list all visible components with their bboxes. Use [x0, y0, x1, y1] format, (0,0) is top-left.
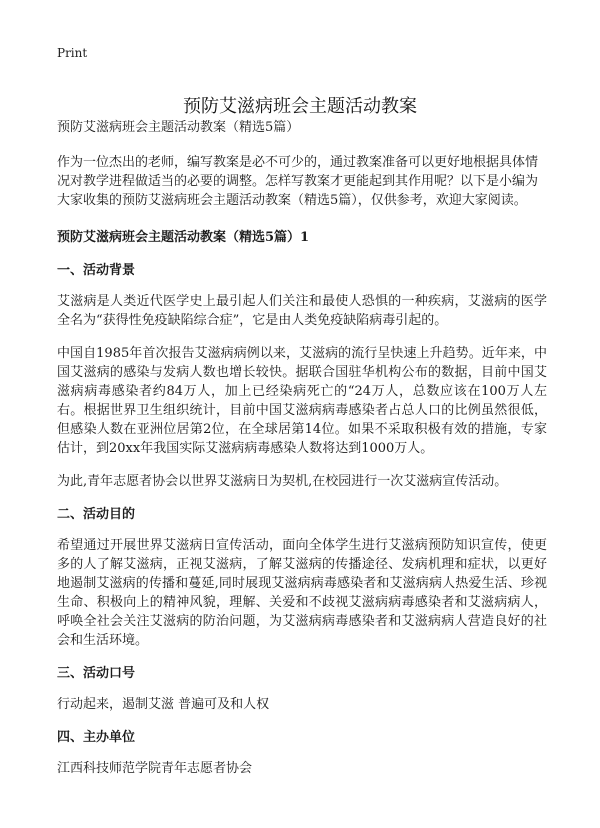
paragraph: 中国自1985年首次报告艾滋病病例以来，艾滋病的流行呈快速上升趋势。近年来，中国艾滋病的感染与发病人数也增长较快。据联合国驻华机构公布的数据，目前中国艾滋病病毒感染者约84万人，加上已经染病死亡的“24万人，总数应该在100万人左右。根据世界卫生组织统计，目前中国艾滋病病毒感染者占总人口的比例虽然很低，但感染人数在亚洲位居第2位，在全球居第14位。如果不采取积极有效的措施，专家估计，到20xx年我国实际艾滋病病毒感染人数将达到1000万人。 [57, 346, 547, 456]
paragraph: 希望通过开展世界艾滋病日宣传活动，面向全体学生进行艾滋病预防知识宣传，使更多的人了解艾滋病，正视艾滋病，了解艾滋病的传播途径、发病机理和症状，以更好地遏制艾滋病的传播和蔓延,同时展现艾滋病病毒感染者和艾滋病病人热爱生活、珍视生命、积极向上的精神风貌，理解、关爱和不歧视艾滋病病毒感染者和艾滋病病人，呼唤全社会关注艾滋病的防治问题，为艾滋病病毒感染者和艾滋病病人营造良好的社会和生活环境。 [57, 538, 547, 648]
section-heading: 二、活动目的 [57, 507, 136, 522]
paragraph: 艾滋病是人类近代医学史上最引起人们关注和最使人恐惧的一种疾病，艾滋病的医学全名为“获得性免疫缺陷综合症”，它是由人类免疫缺陷病毒引起的。 [57, 294, 547, 328]
document-subtitle: 预防艾滋病班会主题活动教案（精选5篇） [57, 120, 300, 135]
paragraph: 江西科技师范学院青年志愿者协会 [57, 761, 253, 776]
section-title: 预防艾滋病班会主题活动教案（精选5篇）1 [57, 230, 310, 245]
print-link[interactable]: Print [57, 46, 88, 60]
paragraph: 行动起来，遏制艾滋 普遍可及和人权 [57, 697, 270, 712]
section-slogan [57, 664, 547, 714]
section-background [57, 261, 547, 491]
section-heading: 四、主办单位 [57, 730, 136, 745]
section-heading: 一、活动背景 [57, 263, 136, 278]
document-content [57, 118, 547, 792]
paragraph: 为此,青年志愿者协会以世界艾滋病日为契机,在校园进行一次艾滋病宣传活动。 [57, 474, 508, 489]
section-organizer [57, 728, 547, 778]
intro-paragraph: 作为一位杰出的老师，编写教案是必不可少的，通过教案准备可以更好地根据具体情况对教学进程做适当的必要的调整。怎样写教案才更能起到其作用呢？以下是小编为大家收集的预防艾滋病班会主题活动教案（精选5篇），仅供参考，欢迎大家阅读。 [57, 155, 539, 208]
document-title: 预防艾滋病班会主题活动教案 [183, 96, 417, 118]
section-purpose [57, 505, 547, 650]
section-heading: 三、活动口号 [57, 666, 136, 681]
